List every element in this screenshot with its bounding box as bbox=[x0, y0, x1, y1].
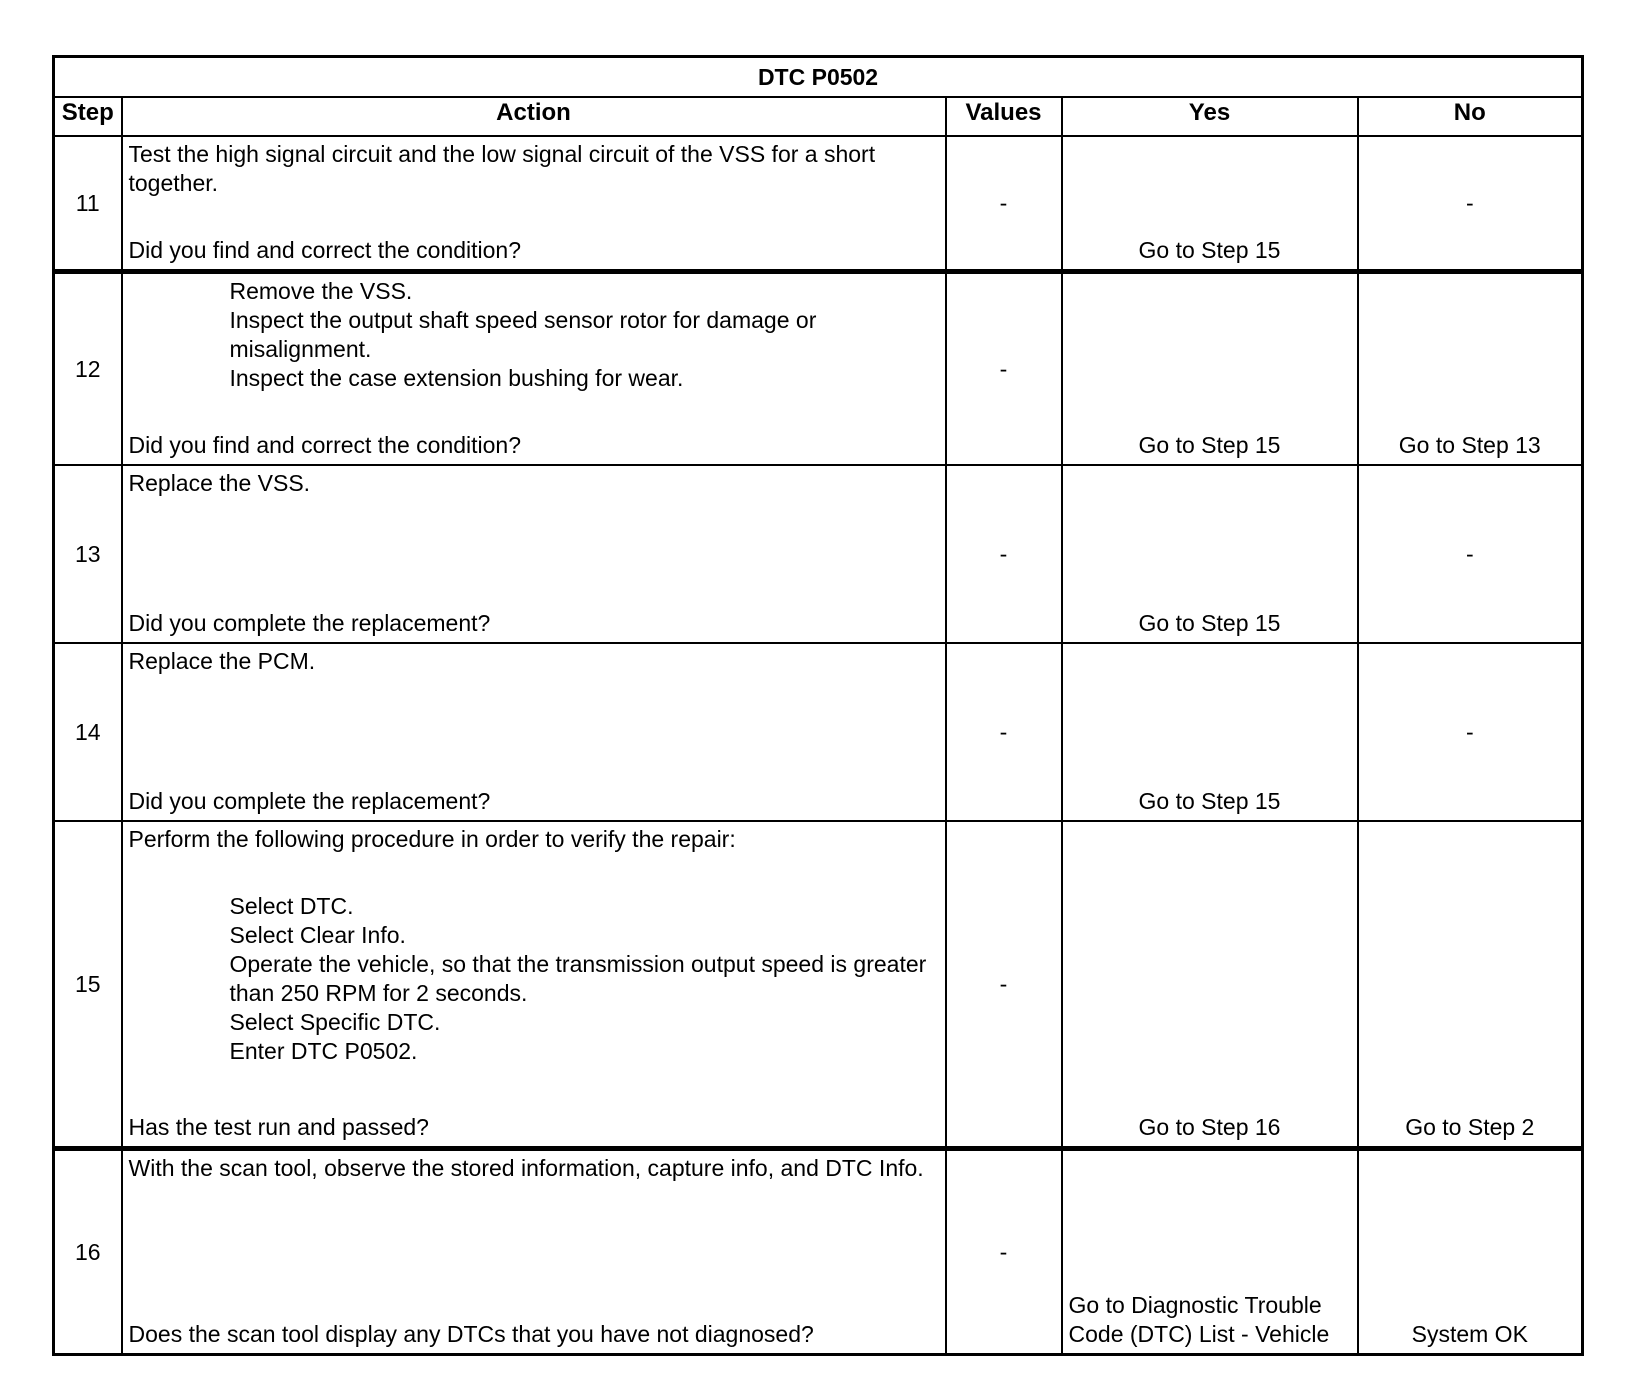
action-text: Perform the following procedure in order to verify the repair: bbox=[128, 826, 736, 852]
header-values: Values bbox=[946, 97, 1062, 136]
no-cell bbox=[1358, 1149, 1583, 1355]
action-cell bbox=[122, 643, 946, 821]
yes-cell bbox=[1062, 465, 1358, 643]
values-cell: - bbox=[946, 1149, 1062, 1355]
values-cell: - bbox=[946, 136, 1062, 272]
action-list-item: Remove the VSS. bbox=[229, 278, 413, 304]
table-row bbox=[54, 821, 1583, 1149]
action-cell bbox=[122, 821, 946, 1149]
action-cell bbox=[122, 1149, 946, 1355]
action-question: Does the scan tool display any DTCs that you have not diagnosed? bbox=[128, 1321, 814, 1347]
step-number: 11 bbox=[54, 136, 122, 272]
yes-cell bbox=[1062, 272, 1358, 466]
action-list-item: Inspect the output shaft speed sensor rotor for damage or misalignment. bbox=[229, 307, 817, 362]
header-step: Step bbox=[54, 97, 122, 136]
no-cell bbox=[1358, 821, 1583, 1149]
action-list-item: Enter DTC P0502. bbox=[229, 1038, 418, 1064]
action-question: Did you find and correct the condition? bbox=[128, 432, 522, 458]
table-row bbox=[54, 272, 1583, 466]
action-cell bbox=[122, 272, 946, 466]
step-number: 16 bbox=[54, 1149, 122, 1355]
header-yes: Yes bbox=[1062, 97, 1358, 136]
no-cell: - bbox=[1358, 465, 1583, 643]
action-cell bbox=[122, 136, 946, 272]
yes-link[interactable]: Go to Step 15 bbox=[1138, 432, 1281, 458]
no-link[interactable]: Go to Step 2 bbox=[1405, 1114, 1535, 1140]
step-number: 13 bbox=[54, 465, 122, 643]
action-list-item: Select DTC. bbox=[229, 893, 354, 919]
action-list-item: Select Specific DTC. bbox=[229, 1009, 441, 1035]
action-list bbox=[129, 277, 939, 393]
yes-link[interactable]: Go to Step 16 bbox=[1138, 1114, 1281, 1140]
header-action: Action bbox=[122, 97, 946, 136]
action-question: Did you complete the replacement? bbox=[128, 788, 491, 814]
table-row bbox=[54, 136, 1583, 272]
action-list-item: Select Clear Info. bbox=[229, 922, 406, 948]
table-row bbox=[54, 1149, 1583, 1355]
table-row bbox=[54, 465, 1583, 643]
action-text: With the scan tool, observe the stored information, capture info, and DTC Info. bbox=[128, 1155, 924, 1181]
action-list-item: Operate the vehicle, so that the transmission output speed is greater than 250 RPM for 2 seconds. bbox=[229, 951, 927, 1006]
action-question: Did you find and correct the condition? bbox=[128, 237, 522, 263]
action-cell bbox=[122, 465, 946, 643]
step-number: 14 bbox=[54, 643, 122, 821]
yes-link[interactable]: Go to Step 15 bbox=[1138, 788, 1281, 814]
header-row bbox=[54, 97, 1583, 136]
yes-link[interactable]: Go to Step 15 bbox=[1138, 610, 1281, 636]
action-list bbox=[129, 892, 939, 1066]
step-number: 15 bbox=[54, 821, 122, 1149]
dtc-table bbox=[52, 55, 1584, 1356]
yes-link[interactable]: Go to Step 15 bbox=[1138, 237, 1281, 263]
action-text: Test the high signal circuit and the low signal circuit of the VSS for a short together. bbox=[128, 141, 876, 196]
no-link[interactable]: Go to Step 13 bbox=[1398, 432, 1541, 458]
header-no: No bbox=[1358, 97, 1583, 136]
yes-cell bbox=[1062, 1149, 1358, 1355]
table-title: DTC P0502 bbox=[54, 57, 1583, 98]
step-number: 12 bbox=[54, 272, 122, 466]
action-text: Replace the PCM. bbox=[128, 648, 316, 674]
no-cell bbox=[1358, 272, 1583, 466]
no-result: System OK bbox=[1411, 1321, 1528, 1347]
table-row bbox=[54, 643, 1583, 821]
no-cell: - bbox=[1358, 643, 1583, 821]
no-cell: - bbox=[1358, 136, 1583, 272]
values-cell: - bbox=[946, 821, 1062, 1149]
yes-link[interactable]: Go to Diagnostic Trouble Code (DTC) List - Vehicle bbox=[1068, 1292, 1330, 1347]
action-list-item: Inspect the case extension bushing for wear. bbox=[229, 365, 684, 391]
values-cell: - bbox=[946, 643, 1062, 821]
yes-cell bbox=[1062, 821, 1358, 1149]
yes-cell bbox=[1062, 136, 1358, 272]
action-question: Has the test run and passed? bbox=[128, 1114, 429, 1140]
values-cell: - bbox=[946, 465, 1062, 643]
yes-cell bbox=[1062, 643, 1358, 821]
action-question: Did you complete the replacement? bbox=[128, 610, 491, 636]
action-text: Replace the VSS. bbox=[128, 470, 311, 496]
values-cell: - bbox=[946, 272, 1062, 466]
